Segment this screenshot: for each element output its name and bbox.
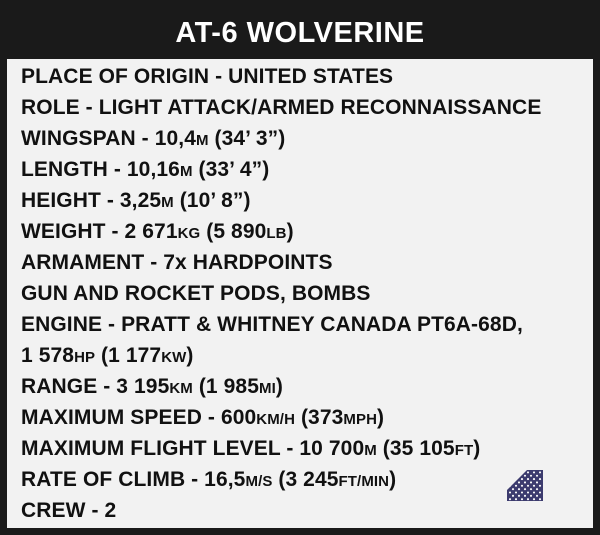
spec-text: CREW - 2 bbox=[21, 499, 117, 522]
spec-text: ) bbox=[377, 406, 385, 429]
spec-text: (3 245 bbox=[272, 468, 339, 491]
spec-text: M bbox=[179, 163, 193, 180]
spec-text: ARMAMENT - 7x HARDPOINTS bbox=[21, 251, 333, 274]
card-title-bar bbox=[7, 7, 593, 59]
spec-text: ROLE - LIGHT ATTACK/ARMED RECONNAISSANCE bbox=[21, 96, 542, 119]
spec-text: ) bbox=[275, 375, 283, 398]
spec-text: WINGSPAN - 10,4 bbox=[21, 127, 196, 150]
spec-text: ) bbox=[286, 220, 294, 243]
spec-row-place-of-origin bbox=[7, 66, 593, 87]
spec-row-length bbox=[7, 159, 593, 180]
spec-text: ) bbox=[389, 468, 397, 491]
spec-text: M bbox=[195, 132, 209, 149]
page-title: AT-6 WOLVERINE bbox=[175, 16, 425, 49]
spec-row-wingspan bbox=[7, 128, 593, 149]
spec-text: KM bbox=[169, 380, 193, 397]
united-states-flag bbox=[507, 470, 593, 528]
spec-text: RATE OF CLIMB - 16,5 bbox=[21, 468, 246, 491]
spec-text: M/S bbox=[245, 473, 273, 490]
spec-row-rate-of-climb bbox=[7, 469, 593, 490]
spec-text: (10’ 8”) bbox=[173, 189, 251, 212]
spec-text: 1 578 bbox=[21, 344, 75, 367]
spec-row-weight bbox=[7, 221, 593, 242]
spec-text: (5 890 bbox=[200, 220, 267, 243]
spec-row-armament-detail bbox=[7, 283, 593, 304]
spec-text: (34’ 3”) bbox=[208, 127, 286, 150]
spec-text: GUN AND ROCKET PODS, BOMBS bbox=[21, 282, 371, 305]
spec-text: KM/H bbox=[256, 411, 296, 428]
spec-row-maximum-speed bbox=[7, 407, 593, 428]
spec-row-role bbox=[7, 97, 593, 118]
spec-row-engine-power bbox=[7, 345, 593, 366]
spec-text: LB bbox=[266, 225, 287, 242]
spec-text: (1 985 bbox=[192, 375, 259, 398]
spec-text: ENGINE - PRATT & WHITNEY CANADA PT6A-68D, bbox=[21, 313, 523, 336]
spec-text: (35 105 bbox=[376, 437, 455, 460]
spec-text: HP bbox=[74, 349, 96, 366]
flag-corner-notch bbox=[507, 470, 528, 491]
spec-text: FT/MIN bbox=[338, 473, 390, 490]
spec-text: (33’ 4”) bbox=[192, 158, 270, 181]
spec-text: RANGE - 3 195 bbox=[21, 375, 170, 398]
spec-row-armament bbox=[7, 252, 593, 273]
spec-text: ) bbox=[473, 437, 481, 460]
spec-text: M bbox=[161, 194, 174, 211]
spec-text: MAXIMUM FLIGHT LEVEL - 10 700 bbox=[21, 437, 365, 460]
spec-text: KG bbox=[177, 225, 201, 242]
spec-text: LENGTH - 10,16 bbox=[21, 158, 180, 181]
spec-text: (373 bbox=[295, 406, 344, 429]
spec-text: KW bbox=[161, 349, 187, 366]
spec-text: MPH bbox=[343, 411, 378, 428]
spec-row-engine bbox=[7, 314, 593, 335]
spec-text: HEIGHT - 3,25 bbox=[21, 189, 162, 212]
spec-row-maximum-flight-level bbox=[7, 438, 593, 459]
spec-text: WEIGHT - 2 671 bbox=[21, 220, 178, 243]
spec-row-crew bbox=[7, 500, 593, 521]
spec-text: M bbox=[364, 442, 377, 459]
spec-text: FT bbox=[454, 442, 474, 459]
spec-text: PLACE OF ORIGIN - UNITED STATES bbox=[21, 65, 394, 88]
spec-row-range bbox=[7, 376, 593, 397]
specification-list bbox=[7, 59, 593, 521]
spec-text: MI bbox=[258, 380, 276, 397]
spec-text: (1 177 bbox=[95, 344, 162, 367]
spec-text: MAXIMUM SPEED - 600 bbox=[21, 406, 257, 429]
spec-text: ) bbox=[186, 344, 194, 367]
spec-row-height bbox=[7, 190, 593, 211]
